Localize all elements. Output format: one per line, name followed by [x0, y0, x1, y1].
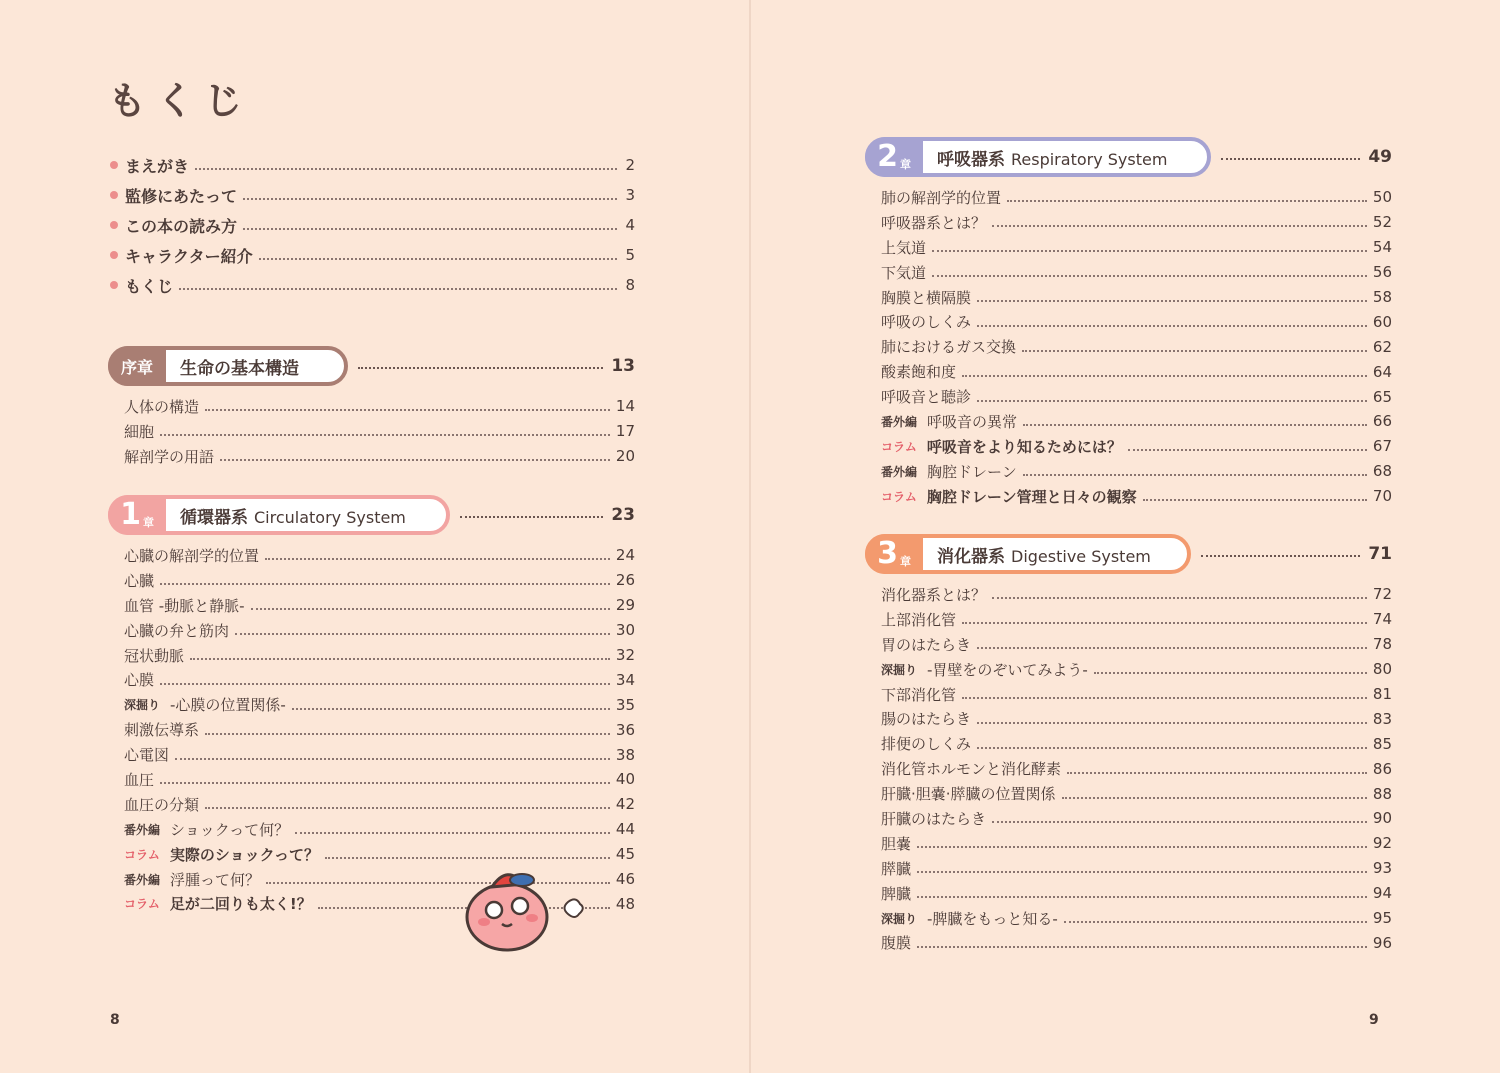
toc-entry-label: 呼吸のしくみ: [881, 313, 972, 332]
page-title: もくじ: [108, 79, 253, 123]
dot-leader: [977, 300, 1367, 302]
toc-entry[interactable]: [865, 831, 1392, 856]
entry-tag: コラム: [881, 489, 917, 504]
toc-entry-label: 監修にあたって: [125, 186, 238, 206]
toc-entry-page: 94: [1372, 884, 1392, 903]
toc-entry-page: 60: [1372, 312, 1392, 331]
toc-entry[interactable]: [865, 210, 1392, 235]
toc-entry[interactable]: [865, 285, 1392, 310]
dot-leader: [175, 758, 610, 760]
toc-entry[interactable]: [108, 394, 635, 419]
dot-leader: [1143, 499, 1367, 501]
toc-entry-page: 68: [1372, 462, 1392, 481]
toc-entry-page: 20: [615, 447, 635, 466]
dot-leader: [205, 409, 610, 411]
chapter-items: [865, 185, 1392, 509]
dot-leader: [358, 367, 603, 369]
toc-entry-label: 胸腔ドレーン管理と日々の観察: [926, 487, 1137, 506]
entry-tag: 番外編: [124, 822, 161, 837]
toc-entry-label: 呼吸音と聴診: [881, 388, 972, 407]
dot-leader: [1007, 200, 1367, 202]
chapter-suffix: 章: [142, 516, 154, 529]
chapter-items: [108, 543, 635, 916]
toc-entry-label: もくじ: [125, 276, 174, 296]
page-number: 9: [1369, 1012, 1379, 1028]
toc-entry[interactable]: [865, 930, 1392, 955]
toc-entry-page: 4: [625, 216, 635, 234]
toc-entry-page: 14: [615, 397, 635, 416]
chapter-title-ja: 循環器系: [180, 507, 248, 528]
toc-entry-label: -脾臓をもっと知る-: [927, 909, 1058, 928]
toc-entry-label: 肝臓·胆嚢·膵臓の位置関係: [881, 785, 1056, 804]
dot-leader: [977, 400, 1367, 402]
dot-leader: [265, 558, 610, 560]
toc-entry-page: 66: [1372, 412, 1392, 431]
toc-entry[interactable]: [865, 459, 1392, 484]
chapter-badge: [865, 137, 923, 177]
dot-leader: [179, 288, 617, 290]
toc-entry-page: 65: [1372, 387, 1392, 406]
chapter-items: [108, 394, 635, 469]
toc-entry[interactable]: [865, 881, 1392, 906]
dot-leader: [1023, 474, 1367, 476]
chapter-title-ja: 消化器系: [937, 546, 1005, 567]
toc-entry-label: 呼吸音の異常: [927, 412, 1018, 431]
toc-entry-page: 90: [1372, 809, 1392, 828]
toc-entry[interactable]: [108, 767, 635, 792]
toc-entry[interactable]: [865, 334, 1392, 359]
chapter-pill: [108, 346, 348, 386]
toc-entry[interactable]: [865, 384, 1392, 409]
toc-entry-page: 38: [615, 745, 635, 764]
dot-leader: [1221, 158, 1360, 160]
toc-entry-page: 17: [615, 422, 635, 441]
dot-leader: [160, 583, 610, 585]
toc-entry[interactable]: [108, 543, 635, 568]
toc-entry-page: 74: [1372, 610, 1392, 629]
toc-entry-page: 44: [615, 820, 635, 839]
toc-entry[interactable]: [865, 856, 1392, 881]
toc-entry-page: 86: [1372, 759, 1392, 778]
toc-entry-label: 肝臓のはたらき: [881, 809, 987, 828]
dot-leader: [160, 434, 610, 436]
toc-entry-page: 96: [1372, 933, 1392, 952]
dot-leader: [1201, 555, 1360, 557]
toc-entry-label: 腹膜: [881, 934, 912, 953]
toc-entry-label: 血圧: [124, 770, 155, 789]
entry-tag: 番外編: [881, 414, 918, 429]
chapter-suffix: 章: [899, 158, 911, 171]
entry-tag: 番外編: [124, 872, 161, 887]
toc-entry-page: 48: [615, 894, 635, 913]
toc-entry-page: 88: [1372, 784, 1392, 803]
toc-entry-page: 81: [1372, 685, 1392, 703]
entry-tag: コラム: [124, 897, 160, 912]
toc-entry-label: -心膜の位置関係-: [170, 696, 286, 715]
toc-entry[interactable]: [108, 593, 635, 618]
toc-entry-label: 足が二回りも太く!？: [169, 895, 312, 914]
chapter-items: [865, 582, 1392, 955]
toc-entry-page: 30: [615, 621, 635, 640]
toc-entry-label: 人体の構造: [124, 397, 200, 416]
dot-leader: [977, 722, 1367, 724]
chapter-header[interactable]: [865, 532, 1392, 576]
chapter-badge: [108, 346, 166, 386]
toc-entry-page: 78: [1372, 635, 1392, 654]
toc-entry-label: 心臓の弁と筋肉: [124, 621, 230, 640]
toc-entry-page: 64: [1372, 362, 1392, 381]
dot-leader: [205, 807, 610, 809]
toc-entry-label: 実際のショックって？: [169, 845, 319, 864]
toc-entry-label: 心電図: [124, 746, 170, 765]
dot-leader: [992, 821, 1367, 823]
dot-leader: [962, 375, 1367, 377]
dot-leader: [1062, 797, 1367, 799]
chapter-header[interactable]: [108, 344, 635, 388]
page-number: 8: [110, 1012, 120, 1028]
entry-tag: 深掘り: [124, 698, 161, 713]
toc-entry-page: 32: [615, 646, 635, 664]
chapter-title-en: Circulatory System: [254, 507, 406, 527]
dot-leader: [460, 516, 603, 518]
chapter-badge-label: 序章: [120, 357, 153, 377]
dot-leader: [977, 647, 1367, 649]
dot-leader: [1023, 424, 1367, 426]
toc-entry-label: 解剖学の用語: [124, 447, 215, 466]
toc-entry-page: 3: [625, 186, 635, 204]
toc-entry-page: 72: [1372, 585, 1392, 604]
chapter-number: 3: [877, 536, 898, 571]
toc-entry-label: 血圧の分類: [124, 795, 200, 814]
toc-entry-label: 下気道: [881, 263, 927, 282]
toc-entry-page: 50: [1372, 188, 1392, 207]
dot-leader: [977, 747, 1367, 749]
dot-leader: [1128, 449, 1367, 451]
toc-entry-page: 24: [615, 546, 635, 565]
dot-leader: [992, 225, 1367, 227]
toc-entry[interactable]: [865, 682, 1392, 707]
toc-entry[interactable]: [865, 185, 1392, 210]
toc-entry-page: 58: [1372, 288, 1392, 306]
toc-entry-label: 心膜: [124, 671, 155, 690]
dot-leader: [977, 325, 1367, 327]
bullet-dot: [110, 191, 118, 199]
chapter-page: 71: [1368, 544, 1392, 564]
toc-entry-page: 42: [615, 795, 635, 814]
toc-entry[interactable]: [865, 582, 1392, 607]
chapter-pill: [865, 534, 1191, 574]
dot-leader: [1094, 672, 1367, 674]
toc-entry[interactable]: [865, 359, 1392, 384]
dot-leader: [243, 198, 617, 200]
toc-entry-label: 上部消化管: [881, 610, 957, 629]
chapter-title-ja: 呼吸器系: [937, 149, 1005, 170]
dot-leader: [190, 658, 610, 660]
toc-entry-page: 85: [1372, 734, 1392, 753]
toc-entry[interactable]: [110, 210, 635, 240]
entry-tag: コラム: [881, 439, 917, 454]
dot-leader: [243, 228, 617, 230]
toc-entry[interactable]: [865, 806, 1392, 831]
toc-entry[interactable]: [110, 180, 635, 210]
toc-entry[interactable]: [865, 309, 1392, 334]
toc-entry[interactable]: [865, 235, 1392, 260]
toc-entry-label: 冠状動脈: [124, 646, 185, 665]
chapter-header[interactable]: [108, 493, 635, 537]
chapter-title: [180, 503, 406, 528]
entry-tag: 番外編: [881, 464, 918, 479]
toc-entry-label: 胸膜と横隔膜: [881, 288, 972, 307]
toc-entry[interactable]: [865, 409, 1392, 434]
toc-entry-page: 29: [615, 596, 635, 615]
toc-entry[interactable]: [110, 150, 635, 180]
toc-entry[interactable]: [108, 444, 635, 469]
toc-entry-page: 93: [1372, 859, 1392, 878]
toc-entry-label: 心臓: [124, 571, 155, 590]
toc-entry-page: 36: [615, 720, 635, 739]
chapter-number: 2: [877, 139, 898, 174]
toc-entry-label: 肺の解剖学的位置: [881, 188, 1002, 207]
toc-entry-label: 細胞: [124, 422, 155, 441]
dot-leader: [962, 622, 1367, 624]
chapter-title-en: Digestive System: [1011, 546, 1151, 566]
chapter-title: [937, 542, 1151, 567]
toc-entry-label: 腸のはたらき: [881, 710, 972, 729]
toc-entry-page: 56: [1372, 263, 1392, 282]
chapter-page: 23: [611, 505, 635, 525]
toc-entry-page: 95: [1372, 909, 1392, 928]
toc-entry-page: 45: [615, 845, 635, 864]
dot-leader: [992, 597, 1367, 599]
dot-leader: [917, 896, 1367, 898]
toc-entry[interactable]: [108, 817, 635, 842]
dot-leader: [917, 946, 1367, 948]
toc-entry-page: 83: [1372, 709, 1392, 728]
dot-leader: [932, 250, 1367, 252]
toc-entry-page: 54: [1372, 238, 1392, 257]
toc-entry[interactable]: [865, 756, 1392, 781]
toc-entry-label: キャラクター紹介: [125, 246, 253, 266]
dot-leader: [932, 275, 1367, 277]
toc-entry-label: 排便のしくみ: [881, 735, 972, 754]
dot-leader: [160, 782, 610, 784]
toc-entry[interactable]: [108, 667, 635, 692]
toc-entry-page: 35: [615, 695, 635, 714]
toc-entry[interactable]: [865, 632, 1392, 657]
toc-entry-page: 62: [1372, 337, 1392, 356]
dot-leader: [251, 608, 610, 610]
entry-tag: コラム: [124, 847, 160, 862]
toc-entry-label: この本の読み方: [125, 216, 238, 236]
dot-leader: [1022, 350, 1367, 352]
chapter-badge: [865, 534, 923, 574]
dot-leader: [1067, 772, 1367, 774]
toc-entry-label: ショックって何？: [170, 820, 290, 839]
chapter-header[interactable]: [865, 135, 1392, 179]
dot-leader: [160, 683, 610, 685]
toc-entry-label: 消化管ホルモンと消化酵素: [881, 760, 1062, 779]
toc-entry[interactable]: [865, 607, 1392, 632]
bullet-dot: [110, 281, 118, 289]
bullet-dot: [110, 221, 118, 229]
right-page: [751, 0, 1500, 1073]
toc-entry[interactable]: [865, 434, 1392, 459]
dot-leader: [292, 708, 610, 710]
chapter-pill: [108, 495, 450, 535]
toc-entry[interactable]: [108, 692, 635, 717]
dot-leader: [962, 697, 1367, 699]
prologue-section: [108, 344, 635, 469]
toc-entry-page: 46: [615, 870, 635, 889]
toc-entry-label: 刺激伝導系: [124, 721, 200, 740]
toc-entry-label: 脾臓: [881, 884, 912, 903]
toc-entry-label: 胆嚢: [881, 834, 912, 853]
toc-entry-page: 80: [1372, 660, 1392, 679]
entry-tag: 深掘り: [881, 662, 918, 677]
toc-entry[interactable]: [865, 484, 1392, 509]
intro-list: [110, 150, 635, 300]
toc-entry-page: 67: [1372, 437, 1392, 456]
toc-entry[interactable]: [108, 717, 635, 742]
toc-entry[interactable]: [110, 240, 635, 270]
toc-entry-label: 心臓の解剖学的位置: [124, 546, 260, 565]
toc-entry-label: 胃のはたらき: [881, 635, 972, 654]
chapter3-section: [865, 532, 1392, 955]
chapter-page: 13: [611, 356, 635, 376]
dot-leader: [917, 871, 1367, 873]
toc-entry-page: 26: [615, 571, 635, 590]
chapter-suffix: 章: [899, 555, 911, 568]
toc-entry-label: 膵臓: [881, 859, 912, 878]
toc-entry-label: 消化器系とは？: [881, 585, 987, 604]
chapter1-section: [108, 493, 635, 916]
toc-entry-label: 呼吸音をより知るためには？: [926, 437, 1122, 456]
chapter-title: [937, 145, 1167, 170]
toc-entry-label: -胃壁をのぞいてみよう-: [927, 660, 1088, 679]
dot-leader: [220, 459, 610, 461]
toc-entry-page: 40: [615, 770, 635, 789]
toc-entry[interactable]: [108, 643, 635, 668]
toc-entry[interactable]: [865, 781, 1392, 806]
toc-entry[interactable]: [108, 618, 635, 643]
chapter-number: 1: [120, 497, 141, 532]
dot-leader: [205, 733, 610, 735]
toc-entry-page: 5: [625, 246, 635, 264]
chapter-title: [180, 354, 299, 379]
bullet-dot: [110, 251, 118, 259]
toc-entry-page: 92: [1372, 834, 1392, 853]
toc-entry-label: 肺におけるガス交換: [881, 338, 1017, 357]
toc-entry[interactable]: [865, 706, 1392, 731]
chapter2-section: [865, 135, 1392, 509]
entry-tag: 深掘り: [881, 911, 918, 926]
toc-entry[interactable]: [108, 568, 635, 593]
toc-entry-page: 70: [1372, 487, 1392, 506]
toc-entry[interactable]: [865, 260, 1392, 285]
toc-entry-label: 下部消化管: [881, 685, 957, 704]
toc-entry-label: 上気道: [881, 238, 927, 257]
toc-entry-page: 2: [625, 156, 635, 174]
toc-entry[interactable]: [108, 742, 635, 767]
dot-leader: [295, 832, 610, 834]
dot-leader: [1064, 921, 1367, 923]
mascot-illustration: [462, 862, 592, 954]
dot-leader: [917, 846, 1367, 848]
chapter-pill: [865, 137, 1211, 177]
dot-leader: [259, 258, 617, 260]
toc-entry[interactable]: [108, 419, 635, 444]
toc-entry[interactable]: [865, 731, 1392, 756]
toc-entry[interactable]: [865, 657, 1392, 682]
toc-entry[interactable]: [110, 270, 635, 300]
dot-leader: [325, 857, 610, 859]
toc-entry-page: 8: [625, 276, 635, 294]
toc-entry-label: 呼吸器系とは？: [881, 213, 987, 232]
chapter-title-ja: 生命の基本構造: [180, 358, 299, 379]
toc-entry-label: 胸腔ドレーン: [927, 462, 1017, 481]
toc-entry-label: 血管 -動脈と静脈-: [124, 596, 245, 615]
toc-entry[interactable]: [865, 906, 1392, 931]
dot-leader: [195, 168, 617, 170]
bullet-dot: [110, 161, 118, 169]
chapter-title-en: Respiratory System: [1011, 149, 1168, 169]
toc-entry-label: 酸素飽和度: [881, 363, 957, 382]
toc-entry-label: まえがき: [125, 156, 190, 176]
chapter-badge: [108, 495, 166, 535]
chapter-page: 49: [1368, 147, 1392, 167]
toc-entry-page: 34: [615, 670, 635, 689]
left-page: [0, 0, 749, 1073]
dot-leader: [235, 633, 610, 635]
toc-entry-label: 浮腫って何？: [170, 870, 261, 889]
toc-entry-page: 52: [1372, 213, 1392, 232]
toc-entry[interactable]: [108, 792, 635, 817]
